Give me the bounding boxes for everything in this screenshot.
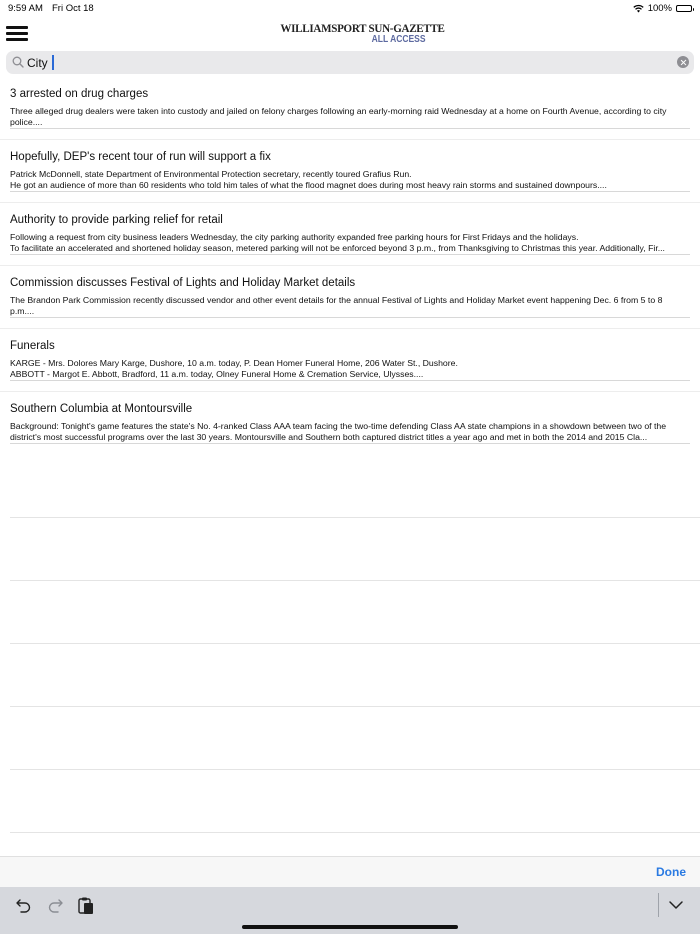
result-summary	[10, 169, 688, 191]
battery-percentage: 100%	[647, 3, 672, 14]
summary-line: Three alleged drug dealers were taken into custody and jailed on felony charges following an early-morning raid Wednesday at a home on Fourth Avenue, according to city police....	[10, 106, 667, 127]
result-summary	[10, 106, 688, 128]
dismiss-keyboard-chevron-icon[interactable]	[666, 895, 686, 915]
empty-row-divider	[10, 706, 700, 707]
status-time: 9:59 AM	[8, 3, 43, 14]
result-summary	[10, 421, 688, 443]
search-bar	[6, 51, 694, 74]
result-title: 3 arrested on drug charges	[10, 88, 149, 100]
hamburger-menu-icon[interactable]	[6, 26, 28, 42]
redo-icon[interactable]	[45, 895, 65, 915]
home-indicator	[242, 925, 458, 929]
app-header	[0, 18, 700, 48]
text-cursor	[52, 55, 54, 70]
keyboard-accessory-bar	[0, 856, 700, 888]
logo-subtitle: ALL ACCESS	[371, 34, 426, 45]
toolbar-divider	[658, 893, 659, 917]
undo-icon[interactable]	[14, 895, 34, 915]
result-item[interactable]	[0, 266, 700, 329]
summary-line: Following a request from city business leaders Wednesday, the city parking authority expanded free parking hours for First Fridays and the holidays.	[10, 232, 579, 242]
result-title: Southern Columbia at Montoursville	[10, 403, 193, 415]
site-logo	[274, 21, 445, 45]
summary-line: Background: Tonight's game features the state's No. 4-ranked Class AAA team facing the two-time defending Class AA state champions in a showdown between two of the district's most successful programs over the last 30 years. Montoursville and Southern both captured district titles a year ago and met in both the 2014 and 2015 Cla...	[10, 421, 667, 442]
result-title: Commission discusses Festival of Lights and Holiday Market details	[10, 277, 356, 289]
empty-row-divider	[10, 769, 700, 770]
wifi-icon	[633, 4, 644, 13]
empty-row-divider	[10, 517, 700, 518]
status-date: Fri Oct 18	[52, 3, 94, 14]
keyboard-shortcut-toolbar	[0, 887, 700, 934]
summary-line: To facilitate an accelerated and shortened holiday season, metered parking will not be enforced beyond 3 p.m., from Thanksgiving to Christmas this year. Additionally, Fir...	[10, 243, 665, 253]
result-title: Hopefully, DEP's recent tour of run will support a fix	[10, 151, 271, 163]
result-summary	[10, 358, 688, 380]
empty-row-divider	[10, 580, 700, 581]
result-summary	[10, 295, 688, 317]
status-bar	[0, 0, 700, 18]
result-title: Authority to provide parking relief for retail	[10, 214, 223, 226]
result-title: Funerals	[10, 340, 55, 352]
result-summary	[10, 232, 688, 254]
clear-search-icon[interactable]	[677, 56, 689, 68]
result-item[interactable]	[0, 77, 700, 140]
logo-title: WILLIAMSPORT SUN-GAZETTE	[280, 21, 445, 35]
result-item[interactable]	[0, 203, 700, 266]
summary-line: The Brandon Park Commission recently discussed vendor and other event details for the annual Festival of Lights and Holiday Market event happening Dec. 6 from 5 to 8 p.m....	[10, 295, 663, 316]
result-item[interactable]	[0, 140, 700, 203]
summary-line: Patrick McDonnell, state Department of Environmental Protection secretary, recently toured Grafius Run.	[10, 169, 412, 179]
search-icon	[12, 56, 24, 68]
search-results-list	[0, 77, 700, 455]
empty-row-divider	[10, 832, 700, 833]
summary-line: KARGE - Mrs. Dolores Mary Karge, Dushore, 10 a.m. today, P. Dean Homer Funeral Home, 206 Water St., Dushore.	[10, 358, 458, 368]
paste-icon[interactable]	[76, 895, 96, 915]
empty-row-divider	[10, 643, 700, 644]
done-button[interactable]: Done	[656, 865, 686, 879]
summary-line: He got an audience of more than 60 residents who told him tales of what the flood magnet does during most heavy rain storms and sustained downpours....	[10, 180, 607, 190]
search-input[interactable]	[27, 53, 667, 72]
summary-line: ABBOTT - Margot E. Abbott, Bradford, 11 a.m. today, Olney Funeral Home & Cremation Service, Ulysses....	[10, 369, 424, 379]
battery-icon	[676, 5, 692, 12]
result-item[interactable]	[0, 329, 700, 392]
result-item[interactable]	[0, 392, 700, 455]
status-right	[633, 3, 692, 14]
